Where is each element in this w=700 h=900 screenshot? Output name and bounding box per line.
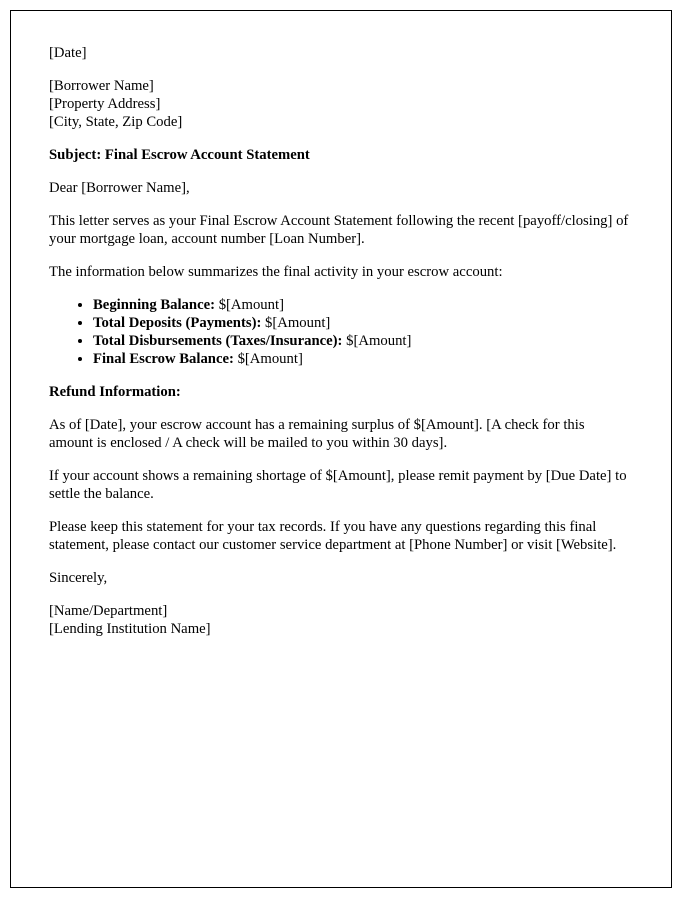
summary-item-label: Final Escrow Balance: (93, 351, 234, 367)
summary-item-value: $[Amount] (342, 333, 412, 349)
letter-page (10, 10, 672, 888)
recipient-block (49, 77, 631, 131)
signature-name-department: [Name/Department] (49, 603, 168, 619)
summary-item-value: $[Amount] (261, 315, 331, 331)
shortage-paragraph: If your account shows a remaining shortage of $[Amount], please remit payment by [Due Date] to settle the balance. (49, 468, 627, 502)
signature-institution: [Lending Institution Name] (49, 621, 211, 637)
summary-item-total-disbursements (93, 332, 631, 350)
date-line: [Date] (49, 45, 87, 61)
summary-intro: The information below summarizes the final activity in your escrow account: (49, 264, 503, 280)
summary-item-beginning-balance (93, 296, 631, 314)
account-summary-list (49, 296, 631, 368)
summary-item-value: $[Amount] (233, 351, 303, 367)
surplus-paragraph: As of [Date], your escrow account has a remaining surplus of $[Amount]. [A check for this amount is enclosed / A check will be mailed to you within 30 days]. (49, 417, 585, 451)
greeting: Dear [Borrower Name], (49, 180, 190, 196)
intro-paragraph: This letter serves as your Final Escrow Account Statement following the recent [payoff/closing] of your mortgage loan, account number [Loan Number]. (49, 213, 629, 247)
recipient-address: [Property Address] (49, 96, 161, 112)
records-paragraph: Please keep this statement for your tax records. If you have any questions regarding this final statement, please contact our customer service department at [Phone Number] or visit [Website]. (49, 519, 617, 553)
summary-item-value: $[Amount] (215, 297, 284, 313)
refund-heading: Refund Information: (49, 384, 181, 400)
summary-item-final-escrow-balance (93, 350, 631, 368)
closing-line: Sincerely, (49, 570, 108, 586)
recipient-name: [Borrower Name] (49, 78, 154, 94)
summary-item-label: Total Disbursements (Taxes/Insurance): (93, 333, 343, 349)
recipient-city-state-zip: [City, State, Zip Code] (49, 114, 183, 130)
summary-item-total-deposits (93, 314, 631, 332)
subject-line: Subject: Final Escrow Account Statement (49, 147, 310, 163)
summary-item-label: Beginning Balance: (93, 297, 216, 313)
summary-item-label: Total Deposits (Payments): (93, 315, 262, 331)
signature-block (49, 602, 631, 638)
